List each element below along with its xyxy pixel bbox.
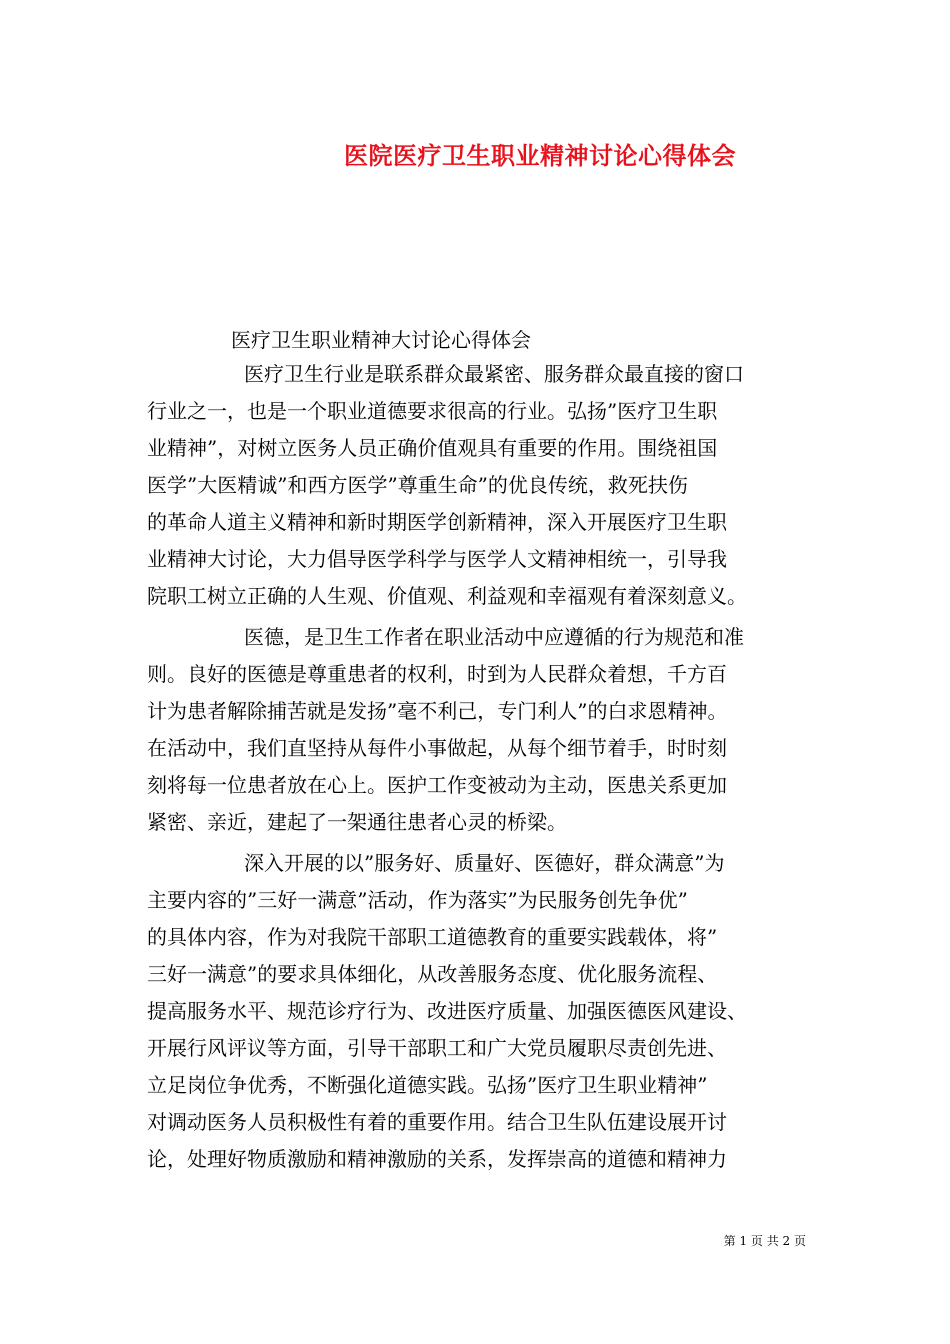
paragraph-line: 院职工树立正确的人生观、价值观、利益观和幸福观有着深刻意义。 xyxy=(147,584,747,608)
document-subtitle: 医疗卫生职业精神大讨论心得体会 xyxy=(231,328,531,352)
paragraph-2 xyxy=(147,619,827,841)
paragraph-line: 则。良好的医德是尊重患者的权利，时到为人民群众着想，千方百 xyxy=(147,662,727,686)
paragraph-line: 主要内容的”三好一满意”活动，作为落实”为民服务创先争优” xyxy=(147,888,688,912)
paragraph-line: 医疗卫生行业是联系群众最紧密、服务群众最直接的窗口 xyxy=(244,362,744,386)
paragraph-line: 深入开展的以”服务好、质量好、医德好，群众满意”为 xyxy=(244,851,725,875)
paragraph-line: 论，处理好物质激励和精神激励的关系，发挥崇高的道德和精神力 xyxy=(147,1147,727,1171)
paragraph-line: 的革命人道主义精神和新时期医学创新精神，深入开展医疗卫生职 xyxy=(147,510,727,534)
paragraph-line: 立足岗位争优秀，不断强化道德实践。弘扬”医疗卫生职业精神” xyxy=(147,1073,708,1097)
paragraph-line: 计为患者解除捕苦就是发扬”毫不利己，专门利人”的白求恩精神。 xyxy=(147,699,728,723)
paragraph-line: 提高服务水平、规范诊疗行为、改进医疗质量、加强医德医风建设、 xyxy=(147,999,747,1023)
paragraph-line: 业精神”，对树立医务人员正确价值观具有重要的作用。围绕祖国 xyxy=(147,436,718,460)
paragraph-1 xyxy=(147,356,827,615)
paragraph-line: 刻将每一位患者放在心上。医护工作变被动为主动，医患关系更加 xyxy=(147,773,727,797)
page-number-footer: 第 1 页 共 2 页 xyxy=(723,1234,806,1248)
document-body xyxy=(147,324,827,1182)
paragraph-line: 的具体内容，作为对我院干部职工道德教育的重要实践载体，将” xyxy=(147,925,718,949)
paragraph-line: 对调动医务人员积极性有着的重要作用。结合卫生队伍建设展开讨 xyxy=(147,1110,727,1134)
paragraph-line: 医学”大医精诚”和西方医学”尊重生命”的优良传统，救死扶伤 xyxy=(147,473,688,497)
paragraph-line: 医德，是卫生工作者在职业活动中应遵循的行为规范和准 xyxy=(244,625,744,649)
paragraph-line: 行业之一，也是一个职业道德要求很高的行业。弘扬”医疗卫生职 xyxy=(147,399,718,423)
paragraph-line: 三好一满意”的要求具体细化，从改善服务态度、优化服务流程、 xyxy=(147,962,718,986)
paragraph-line: 在活动中，我们直坚持从每件小事做起，从每个细节着手，时时刻 xyxy=(147,736,727,760)
paragraph-3 xyxy=(147,845,827,1178)
document-title: 医院医疗卫生职业精神讨论心得体会 xyxy=(344,141,736,170)
paragraph-line: 开展行风评议等方面，引导干部职工和广大党员履职尽责创先进、 xyxy=(147,1036,727,1060)
paragraph-line: 业精神大讨论，大力倡导医学科学与医学人文精神相统一，引导我 xyxy=(147,547,727,571)
paragraph-line: 紧密、亲近，建起了一架通往患者心灵的桥梁。 xyxy=(147,810,567,834)
